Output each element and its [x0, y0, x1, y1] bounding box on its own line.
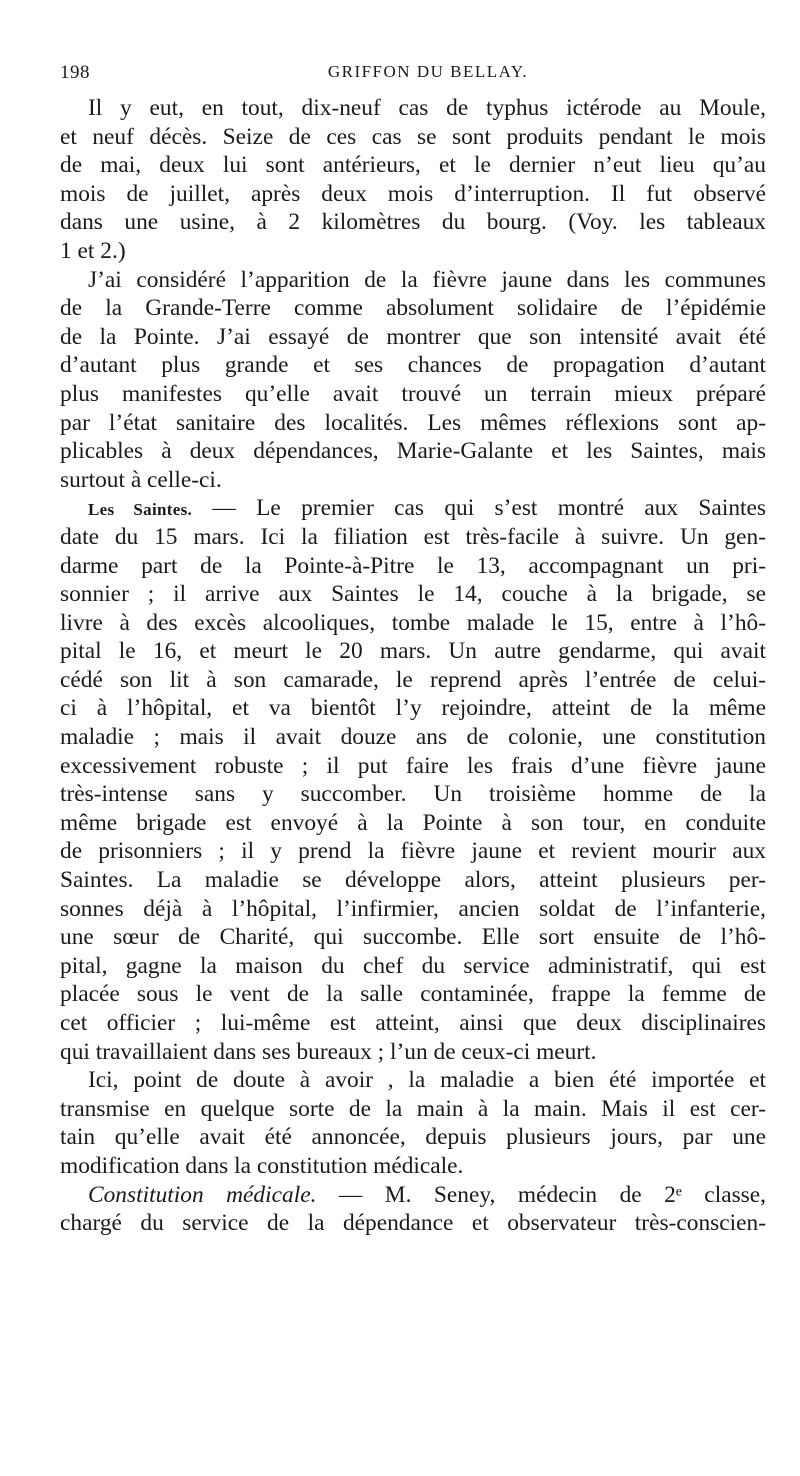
line-text: mois de juillet, après deux mois d’interruption. Il fut observé — [60, 180, 766, 207]
text-line — [60, 180, 766, 209]
section-heading-italic: Constitution médicale. — [88, 1181, 317, 1208]
line-text: date du 15 mars. Ici la filiation est très-facile à suivre. Un gen- — [60, 523, 766, 550]
running-title: GRIFFON DU BELLAY. — [327, 62, 529, 81]
line-text: transmise en quelque sorte de la main à la main. Mais il est cer- — [60, 1095, 766, 1122]
text-line — [60, 895, 766, 924]
line-text: qui travaillaient dans ses bureaux ; l’un de ceux-ci meurt. — [60, 1038, 597, 1065]
line-text: excessivement robuste ; il put faire les frais d’une fièvre jaune — [60, 752, 766, 779]
text-line — [60, 809, 766, 838]
line-text: maladie ; mais il avait douze ans de colonie, une constitution — [60, 724, 766, 751]
text-line — [60, 237, 766, 266]
line-text: cédé son lit à son camarade, le reprend après l’entrée de celui- — [60, 666, 766, 693]
text-line — [60, 552, 766, 581]
text-line — [60, 923, 766, 952]
text-line — [60, 494, 766, 523]
text-line — [60, 1009, 766, 1038]
text-line — [60, 323, 766, 352]
body-text — [60, 94, 766, 1238]
text-line — [60, 151, 766, 180]
text-line — [60, 1066, 766, 1095]
text-line — [60, 409, 766, 438]
line-text: même brigade est envoyé à la Pointe à son tour, en conduite — [60, 809, 766, 836]
text-line — [60, 1152, 766, 1181]
text-line — [60, 752, 766, 781]
line-text: darme part de la Pointe-à-Pitre le 13, accompagnant un pri- — [60, 552, 766, 579]
line-text: de mai, deux lui sont antérieurs, et le dernier n’eut lieu qu’au — [60, 152, 766, 179]
line-text: de la Pointe. J’ai essayé de montrer que son intensité avait été — [60, 323, 766, 350]
line-text: modification dans la constitution médicale. — [60, 1152, 464, 1179]
text-line — [60, 437, 766, 466]
line-text: 1 et 2.) — [60, 237, 126, 264]
line-text: placée sous le vent de la salle contaminée, frappe la femme de — [60, 981, 766, 1008]
text-line — [60, 1095, 766, 1124]
text-line — [60, 837, 766, 866]
line-text: de la Grande-Terre comme absolument solidaire de l’épidémie — [60, 295, 766, 322]
line-text: pital le 16, et meurt le 20 mars. Un autre gendarme, qui avait — [60, 638, 766, 665]
text-line — [60, 1181, 766, 1210]
page-number: 198 — [60, 62, 90, 83]
text-line — [60, 1209, 766, 1238]
line-text: sonnes déjà à l’hôpital, l’infirmier, ancien soldat de l’infanterie, — [60, 895, 766, 922]
text-line — [60, 780, 766, 809]
line-text: ci à l’hôpital, et va bientôt l’y rejoindre, atteint de la même — [60, 695, 766, 722]
text-line — [60, 694, 766, 723]
text-line — [60, 208, 766, 237]
line-text: sonnier ; il arrive aux Saintes le 14, couche à la brigade, se — [60, 581, 766, 608]
line-text: très-intense sans y succomber. Un troisième homme de la — [60, 781, 766, 808]
line-text: plus manifestes qu’elle avait trouvé un terrain mieux préparé — [60, 380, 766, 407]
text-line — [60, 723, 766, 752]
line-text: livre à des excès alcooliques, tombe malade le 15, entre à l’hô- — [60, 609, 766, 636]
line-text: de prisonniers ; il y prend la fièvre jaune et revient mourir aux — [60, 838, 766, 865]
text-line — [60, 609, 766, 638]
text-line — [60, 980, 766, 1009]
line-text: tain qu’elle avait été annoncée, depuis plusieurs jours, par une — [60, 1124, 766, 1151]
line-text: cet officier ; lui-même est atteint, ainsi que deux disciplinaires — [60, 1010, 766, 1036]
text-line — [60, 637, 766, 666]
text-line — [60, 580, 766, 609]
line-text: par l’état sanitaire des localités. Les mêmes réflexions sont ap- — [60, 409, 766, 436]
text-line — [60, 266, 766, 295]
text-line — [60, 466, 766, 495]
text-line — [60, 523, 766, 552]
text-line — [60, 952, 766, 981]
line-text: Ici, point de doute à avoir , la maladie a bien été importée et — [88, 1067, 766, 1094]
line-text: et neuf décès. Seize de ces cas se sont produits pendant le mois — [60, 123, 766, 150]
line-text: — Le premier cas qui s’est montré aux Saintes — [192, 495, 766, 522]
line-text: — M. Seney, médecin de 2ᵉ classe, — [316, 1181, 766, 1208]
line-text: d’autant plus grande et ses chances de propagation d’autant — [60, 352, 766, 379]
line-text: Il y eut, en tout, dix-neuf cas de typhus ictérode au Moule, — [88, 95, 766, 121]
line-text: Saintes. La maladie se développe alors, atteint plusieurs per- — [60, 867, 766, 894]
text-line — [60, 123, 766, 152]
text-line — [60, 1123, 766, 1152]
text-line — [60, 1038, 766, 1067]
text-line — [60, 294, 766, 323]
line-text: surtout à celle-ci. — [60, 466, 222, 493]
line-text: pital, gagne la maison du chef du service administratif, qui est — [60, 952, 766, 979]
text-line — [60, 94, 766, 123]
section-heading: Les Saintes. — [88, 500, 193, 520]
line-text: J’ai considéré l’apparition de la fièvre jaune dans les communes — [88, 266, 766, 293]
text-line — [60, 380, 766, 409]
line-text: chargé du service de la dépendance et observateur très-conscien- — [60, 1210, 766, 1237]
text-line — [60, 351, 766, 380]
text-line — [60, 866, 766, 895]
line-text: une sœur de Charité, qui succombe. Elle sort ensuite de l’hô- — [60, 924, 766, 951]
line-text: plicables à deux dépendances, Marie-Galante et les Saintes, mais — [60, 438, 766, 465]
text-line — [60, 666, 766, 695]
line-text: dans une usine, à 2 kilomètres du bourg. (Voy. les tableaux — [60, 209, 766, 236]
page-header — [60, 62, 766, 90]
